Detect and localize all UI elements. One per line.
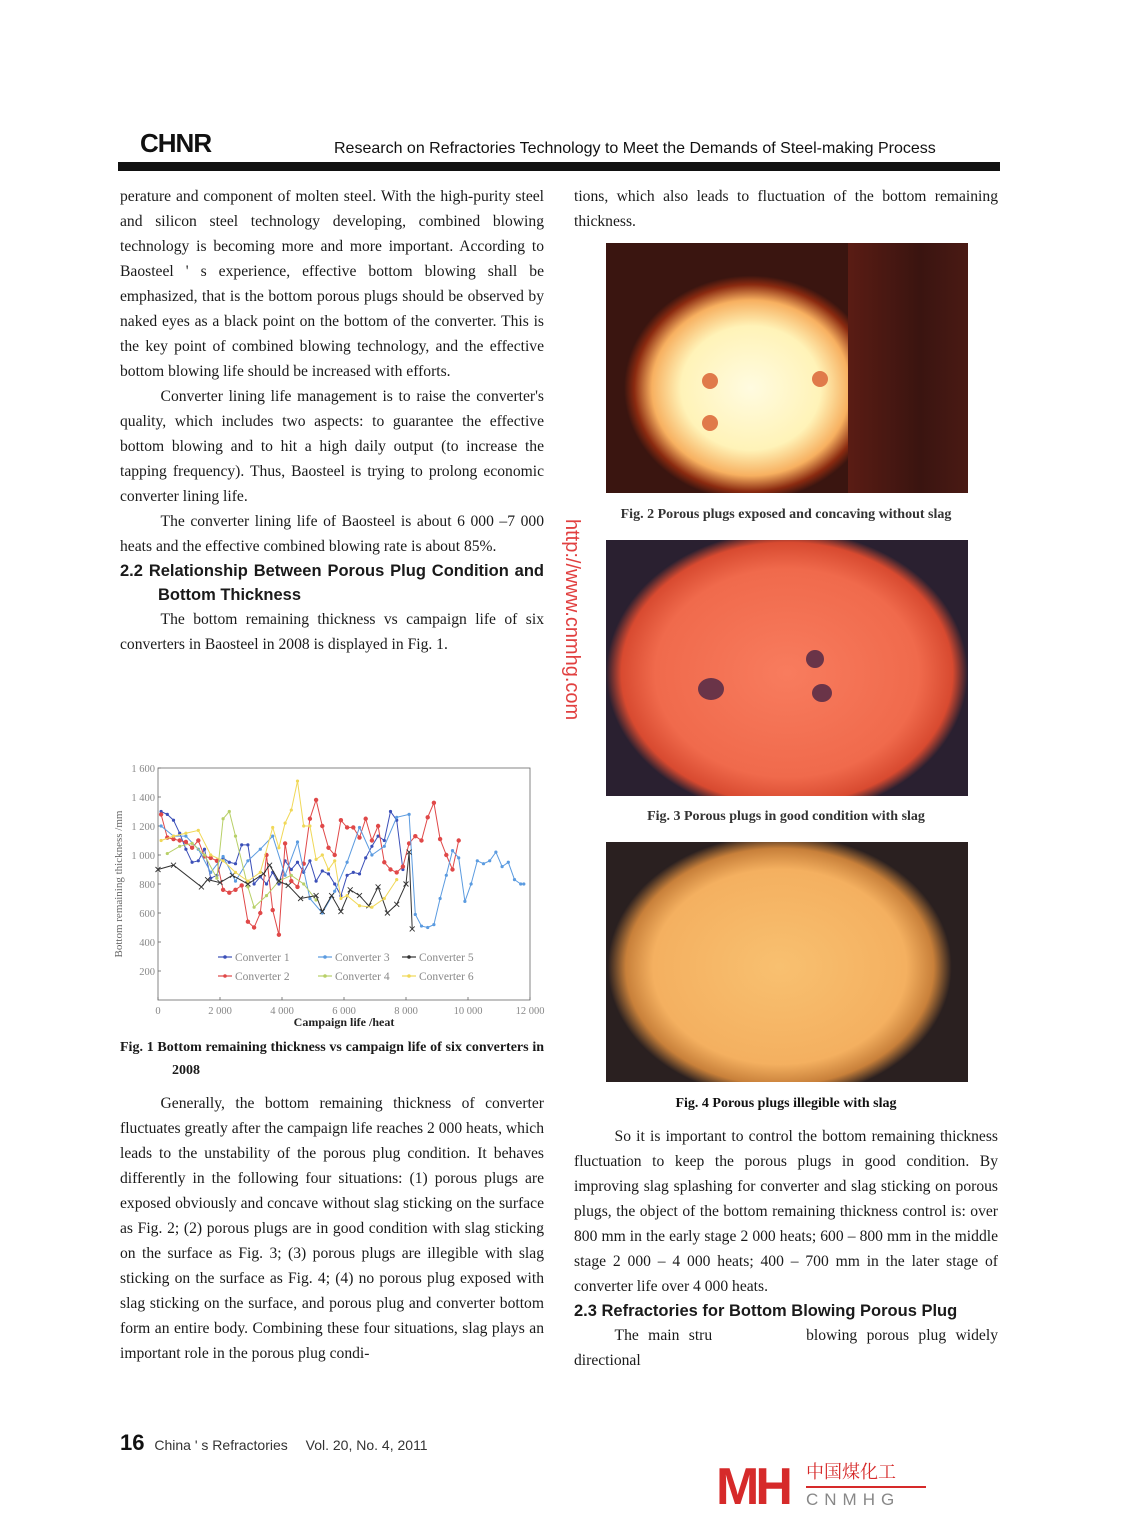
right-column-top bbox=[574, 184, 998, 234]
data-point bbox=[320, 824, 324, 828]
data-point bbox=[290, 808, 293, 811]
data-point bbox=[401, 864, 405, 868]
left-column-top bbox=[120, 184, 544, 657]
data-point bbox=[314, 798, 318, 802]
fig1-line-chart bbox=[110, 764, 560, 1034]
data-point bbox=[234, 871, 237, 874]
data-point bbox=[383, 839, 386, 842]
data-point bbox=[395, 816, 398, 819]
data-point bbox=[339, 897, 342, 900]
data-point bbox=[426, 815, 430, 819]
x-tick-label: 0 bbox=[155, 1006, 161, 1017]
data-point bbox=[289, 879, 293, 883]
data-point bbox=[457, 838, 461, 842]
data-point bbox=[444, 853, 448, 857]
data-point bbox=[234, 880, 237, 883]
legend-label: Converter 2 bbox=[235, 971, 290, 983]
data-point bbox=[339, 818, 343, 822]
data-point bbox=[234, 835, 237, 838]
legend-label: Converter 4 bbox=[335, 971, 390, 983]
data-point bbox=[333, 882, 336, 885]
data-point bbox=[388, 867, 392, 871]
data-point bbox=[196, 838, 200, 842]
data-point bbox=[209, 871, 212, 874]
data-point bbox=[166, 852, 169, 855]
porous-plug bbox=[806, 650, 824, 668]
data-point bbox=[246, 859, 249, 862]
y-tick-label: 1 200 bbox=[131, 822, 155, 833]
data-point bbox=[364, 817, 368, 821]
y-tick-label: 400 bbox=[139, 938, 155, 949]
data-point bbox=[290, 868, 293, 871]
data-point bbox=[290, 874, 293, 877]
data-point bbox=[358, 826, 361, 829]
data-point bbox=[215, 877, 218, 880]
data-point bbox=[233, 888, 237, 892]
paragraph: The converter lining life of Baosteel is about 6 000 –7 000 heats and the effective combined blowing rate is about 85%. bbox=[120, 513, 544, 555]
data-point bbox=[222, 859, 225, 862]
data-point bbox=[277, 933, 281, 937]
data-point bbox=[419, 838, 423, 842]
data-point bbox=[166, 813, 169, 816]
paragraph: perature and component of molten steel. With the high-purity steel and silicon steel technology developing, combined blowing technology is becoming more and more important. According to Baosteel ' s experience, effective bottom blowing shall be emphasized, that is the bottom porous plugs should be observed by naked eyes as a black point on the bottom of the converter. This is the key point of combined blowing technology, and the effective bottom blowing life should be increased with efforts. bbox=[120, 188, 544, 380]
data-point bbox=[501, 865, 504, 868]
fig3-photo bbox=[606, 540, 968, 796]
data-point bbox=[296, 779, 299, 782]
data-point bbox=[252, 925, 256, 929]
porous-plug bbox=[702, 373, 718, 389]
section-heading-2-3: 2.3 Refractories for Bottom Blowing Porous Plug bbox=[574, 1302, 958, 1320]
data-point bbox=[408, 813, 411, 816]
data-point bbox=[383, 845, 386, 848]
data-point bbox=[253, 906, 256, 909]
data-point bbox=[438, 837, 442, 841]
data-point bbox=[432, 923, 435, 926]
fig4-photo bbox=[606, 842, 968, 1082]
data-point bbox=[308, 817, 312, 821]
data-point bbox=[358, 904, 361, 907]
data-point bbox=[271, 908, 275, 912]
data-point bbox=[191, 842, 194, 845]
x-tick-label: 2 000 bbox=[208, 1006, 232, 1017]
data-point bbox=[470, 882, 473, 885]
data-point bbox=[327, 868, 330, 871]
fig2-photo bbox=[606, 243, 968, 493]
data-point bbox=[259, 848, 262, 851]
data-point bbox=[333, 859, 336, 862]
data-point bbox=[370, 845, 373, 848]
data-point bbox=[296, 861, 299, 864]
x-axis-label: Campaign life /heat bbox=[293, 1015, 395, 1029]
data-point bbox=[253, 882, 256, 885]
data-point bbox=[326, 846, 330, 850]
data-point bbox=[227, 891, 231, 895]
data-point bbox=[346, 861, 349, 864]
data-point bbox=[370, 906, 373, 909]
paragraph: The bottom remaining thickness vs campaign life of six converters in Baosteel in 2008 is displayed in Fig. 1. bbox=[120, 611, 544, 653]
data-point bbox=[197, 829, 200, 832]
journal-name: China ' s Refractories bbox=[154, 1437, 288, 1453]
data-point bbox=[234, 862, 237, 865]
data-point bbox=[246, 885, 249, 888]
data-point bbox=[445, 874, 448, 877]
data-point bbox=[240, 843, 243, 846]
data-point bbox=[420, 924, 423, 927]
porous-plug bbox=[812, 684, 832, 702]
fig4-caption: Fig. 4 Porous plugs illegible with slag bbox=[675, 1096, 897, 1111]
data-point bbox=[160, 839, 163, 842]
paragraph: So it is important to control the bottom remaining thickness fluctuation to keep the porous plugs in good condition. By improving slag splashing for converter and slag sticking on porous plugs, the object of the bottom remaining thickness control is: over 800 mm in the early stage 2 000 heats; 600 – 800 mm in the middle stage 2 000 – 4 000 heats; 400 – 700 mm in the later stage of converter life over 4 000 heats. bbox=[574, 1128, 998, 1295]
data-point bbox=[383, 897, 386, 900]
data-point bbox=[302, 882, 305, 885]
x-tick-label: 10 000 bbox=[453, 1006, 483, 1017]
data-point bbox=[351, 825, 355, 829]
legend-label: Converter 1 bbox=[235, 952, 290, 964]
journal-issue: Vol. 20, No. 4, 2011 bbox=[305, 1437, 428, 1453]
logo-chinese: 中国煤化工 bbox=[806, 1462, 896, 1483]
data-point bbox=[184, 840, 188, 844]
porous-plug bbox=[702, 415, 718, 431]
legend-label: Converter 5 bbox=[419, 952, 474, 964]
data-point bbox=[389, 810, 392, 813]
data-point bbox=[246, 880, 249, 883]
left-column-bottom bbox=[120, 1036, 544, 1366]
data-point bbox=[395, 870, 399, 874]
porous-plug bbox=[698, 678, 724, 700]
x-tick-label: 12 000 bbox=[515, 1006, 545, 1017]
porous-plug bbox=[812, 371, 828, 387]
x-tick-label: 4 000 bbox=[270, 1006, 294, 1017]
data-point bbox=[463, 900, 466, 903]
data-point bbox=[457, 856, 460, 859]
data-point bbox=[277, 846, 280, 849]
data-point bbox=[519, 882, 522, 885]
data-point bbox=[240, 883, 244, 887]
x-tick-label: 6 000 bbox=[332, 1006, 356, 1017]
logo-english: CNMHG bbox=[806, 1490, 901, 1509]
data-point bbox=[302, 824, 305, 827]
fig2-caption: Fig. 2 Porous plugs exposed and concaving without slag bbox=[620, 507, 952, 522]
right-column-bottom bbox=[574, 1124, 1076, 1373]
y-tick-label: 1 400 bbox=[131, 793, 155, 804]
data-point bbox=[271, 835, 274, 838]
fig1-caption: Fig. 1 Bottom remaining thickness vs campaign life of six converters in 2008 bbox=[120, 1040, 544, 1078]
data-point bbox=[432, 801, 436, 805]
data-point bbox=[488, 859, 491, 862]
data-point bbox=[246, 843, 249, 846]
data-point bbox=[333, 853, 337, 857]
data-point bbox=[172, 835, 175, 838]
url-watermark: http://www.cnmhg.com bbox=[561, 519, 583, 721]
data-point bbox=[482, 862, 485, 865]
data-point bbox=[284, 822, 287, 825]
data-point bbox=[296, 840, 299, 843]
data-point bbox=[364, 856, 367, 859]
data-point bbox=[265, 894, 268, 897]
data-point bbox=[370, 838, 374, 842]
data-point bbox=[370, 853, 373, 856]
journal-logo: CHNR bbox=[140, 128, 212, 158]
data-point bbox=[228, 810, 231, 813]
x-tick-label: 8 000 bbox=[394, 1006, 418, 1017]
y-tick-label: 1 000 bbox=[131, 851, 155, 862]
paragraph: Converter lining life management is to raise the converter's quality, which includes two aspects: to guarantee the effective bottom blowing and to hit a high daily output (to increase the tapping frequency). Thus, Baosteel is trying to prolong economic converter lining life. bbox=[120, 388, 544, 505]
data-point bbox=[439, 897, 442, 900]
data-point bbox=[321, 853, 324, 856]
data-point bbox=[413, 834, 417, 838]
data-point bbox=[184, 835, 187, 838]
legend-label: Converter 3 bbox=[335, 952, 390, 964]
section-heading-2-2: 2.2 Relationship Between Porous Plug Condition and Bottom Thickness bbox=[120, 562, 544, 604]
data-point bbox=[184, 848, 187, 851]
data-point bbox=[246, 920, 250, 924]
data-point bbox=[476, 859, 479, 862]
data-point bbox=[451, 849, 454, 852]
data-point bbox=[450, 867, 454, 871]
data-point bbox=[258, 911, 262, 915]
data-point bbox=[203, 848, 206, 851]
data-point bbox=[345, 825, 349, 829]
fig3-caption: Fig. 3 Porous plugs in good condition with slag bbox=[647, 809, 925, 824]
data-point bbox=[209, 853, 212, 856]
data-point bbox=[426, 926, 429, 929]
data-point bbox=[295, 885, 299, 889]
y-tick-label: 200 bbox=[139, 967, 155, 978]
running-title: Research on Refractories Technology to Meet the Demands of Steel-making Process bbox=[334, 140, 936, 157]
y-tick-label: 800 bbox=[139, 880, 155, 891]
data-point bbox=[284, 874, 287, 877]
data-point bbox=[283, 841, 287, 845]
data-point bbox=[321, 869, 324, 872]
data-point bbox=[522, 882, 525, 885]
data-point bbox=[159, 812, 163, 816]
y-axis-label: Bottom remaining thickness /mm bbox=[113, 810, 125, 958]
header-rule bbox=[118, 162, 1000, 171]
data-point bbox=[494, 851, 497, 854]
data-point bbox=[222, 855, 225, 858]
data-point bbox=[222, 817, 225, 820]
data-point bbox=[346, 874, 349, 877]
data-point bbox=[172, 819, 175, 822]
page-number: 16 bbox=[120, 1430, 145, 1455]
y-tick-label: 1 600 bbox=[131, 764, 155, 775]
paragraph: The main stru blowing porous plug widely directional bbox=[574, 1327, 1076, 1369]
data-point bbox=[228, 861, 231, 864]
paragraph: tions, which also leads to fluctuation of the bottom remaining thickness. bbox=[574, 188, 998, 230]
data-point bbox=[190, 846, 194, 850]
data-point bbox=[271, 826, 274, 829]
data-point bbox=[178, 845, 181, 848]
y-tick-label: 600 bbox=[139, 909, 155, 920]
page-footer bbox=[120, 1430, 428, 1456]
data-point bbox=[160, 824, 163, 827]
data-point bbox=[513, 878, 516, 881]
data-point bbox=[265, 882, 268, 885]
data-point bbox=[191, 861, 194, 864]
paragraph: Generally, the bottom remaining thickness of converter fluctuates greatly after the campaign life reaches 2 000 heats, which leads to the unstability of the porous plug condition. It behaves differently in the following four situations: (1) porous plugs are exposed obviously and concave without slag sticking on the surface as Fig. 2; (2) porous plugs are in good condition with slag sticking on the surface as Fig. 3; (3) porous plugs are illegible with slag sticking on the surface as Fig. 4; (4) no porous plug exposed with slag sticking on the surface, and porous plug and converter bottom form an entire body. Combining these four situations, slag plays an important role in the porous plug condi- bbox=[120, 1095, 544, 1362]
data-point bbox=[259, 871, 262, 874]
legend-label: Converter 6 bbox=[419, 971, 474, 983]
data-point bbox=[507, 861, 510, 864]
data-point bbox=[352, 871, 355, 874]
data-point bbox=[184, 832, 187, 835]
data-point bbox=[221, 888, 225, 892]
data-point bbox=[414, 913, 417, 916]
data-point bbox=[395, 878, 398, 881]
data-point bbox=[315, 880, 318, 883]
data-point bbox=[308, 859, 311, 862]
data-point bbox=[178, 838, 182, 842]
data-point bbox=[203, 853, 206, 856]
data-point bbox=[308, 824, 311, 827]
data-point bbox=[315, 858, 318, 861]
data-point bbox=[333, 890, 336, 893]
data-point bbox=[357, 835, 361, 839]
data-point bbox=[327, 872, 330, 875]
data-point bbox=[382, 860, 386, 864]
cnmhg-logo bbox=[716, 1460, 1011, 1514]
data-point bbox=[197, 859, 200, 862]
data-point bbox=[346, 894, 349, 897]
data-point bbox=[376, 824, 380, 828]
data-point bbox=[358, 872, 361, 875]
logo-mark: MH bbox=[716, 1458, 789, 1516]
